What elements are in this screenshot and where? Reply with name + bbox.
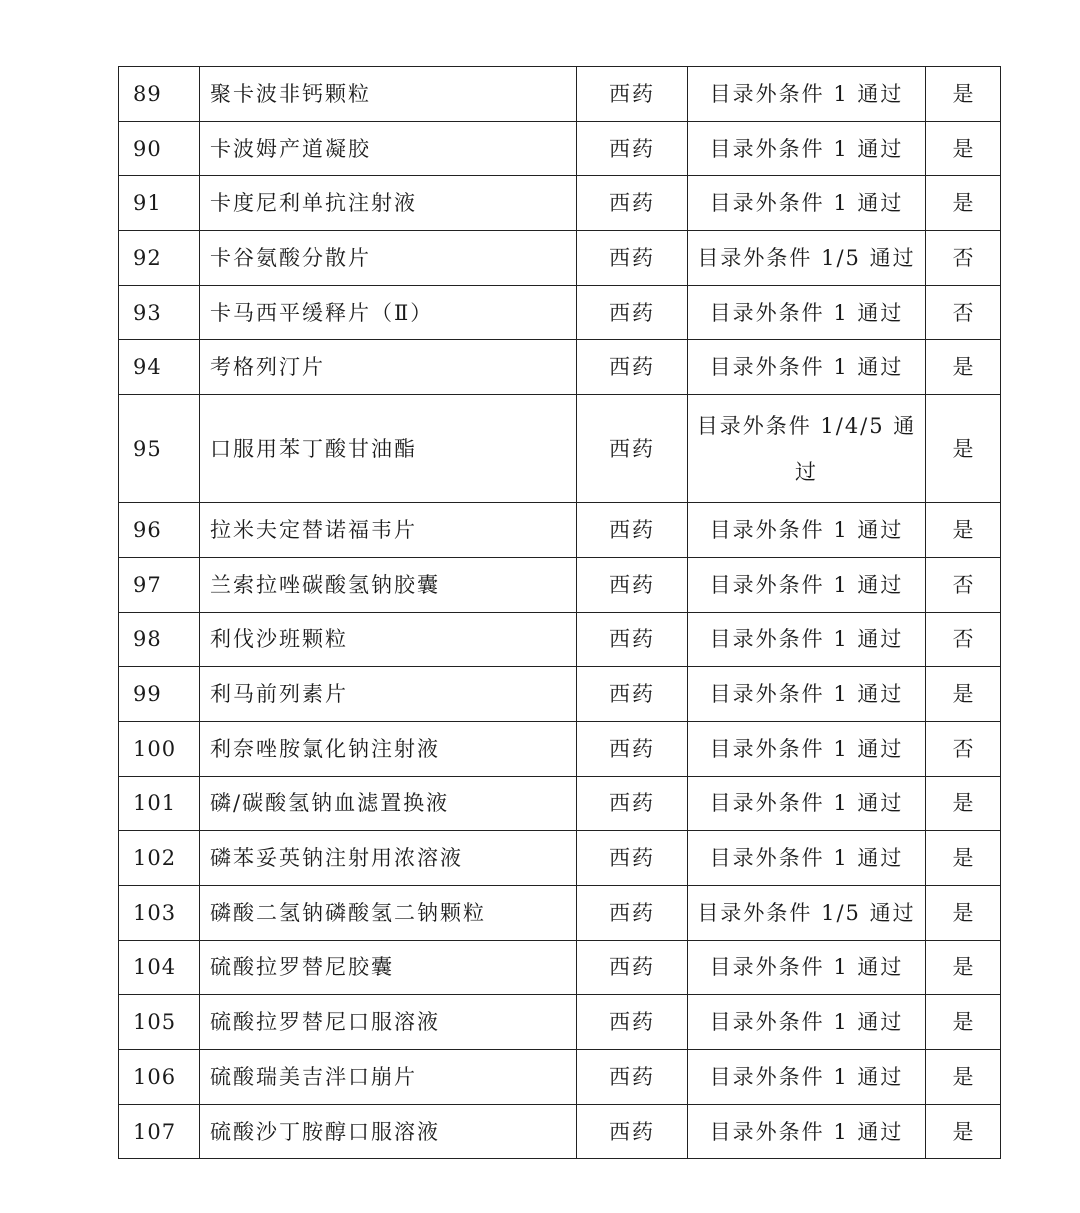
review-condition: 目录外条件 1 通过 xyxy=(688,503,926,558)
drug-name: 卡波姆产道凝胶 xyxy=(200,121,577,176)
row-number: 99 xyxy=(119,667,200,722)
drug-type: 西药 xyxy=(577,1104,688,1159)
drug-name: 考格列汀片 xyxy=(200,340,577,395)
row-number: 107 xyxy=(119,1104,200,1159)
drug-name: 聚卡波非钙颗粒 xyxy=(200,67,577,122)
review-result: 否 xyxy=(926,612,1001,667)
table-row xyxy=(119,1104,1001,1159)
review-result: 是 xyxy=(926,995,1001,1050)
drug-type: 西药 xyxy=(577,176,688,231)
review-result: 否 xyxy=(926,231,1001,286)
drug-type: 西药 xyxy=(577,395,688,503)
row-number: 100 xyxy=(119,721,200,776)
drug-name: 卡马西平缓释片（Ⅱ） xyxy=(200,285,577,340)
table-row xyxy=(119,667,1001,722)
drug-review-table xyxy=(118,66,1001,1159)
review-condition: 目录外条件 1 通过 xyxy=(688,831,926,886)
row-number: 98 xyxy=(119,612,200,667)
drug-type: 西药 xyxy=(577,612,688,667)
drug-name: 硫酸瑞美吉泮口崩片 xyxy=(200,1050,577,1105)
row-number: 90 xyxy=(119,121,200,176)
drug-name: 硫酸沙丁胺醇口服溶液 xyxy=(200,1104,577,1159)
review-result: 是 xyxy=(926,1050,1001,1105)
table-row xyxy=(119,721,1001,776)
drug-name: 拉米夫定替诺福韦片 xyxy=(200,503,577,558)
table-row xyxy=(119,995,1001,1050)
row-number: 102 xyxy=(119,831,200,886)
drug-name: 磷苯妥英钠注射用浓溶液 xyxy=(200,831,577,886)
review-condition: 目录外条件 1 通过 xyxy=(688,67,926,122)
table-row xyxy=(119,67,1001,122)
drug-name: 口服用苯丁酸甘油酯 xyxy=(200,395,577,503)
review-result: 是 xyxy=(926,831,1001,886)
drug-type: 西药 xyxy=(577,557,688,612)
drug-type: 西药 xyxy=(577,995,688,1050)
review-result: 是 xyxy=(926,885,1001,940)
table-row xyxy=(119,503,1001,558)
row-number: 104 xyxy=(119,940,200,995)
table-row xyxy=(119,231,1001,286)
drug-name: 利奈唑胺氯化钠注射液 xyxy=(200,721,577,776)
review-result: 是 xyxy=(926,176,1001,231)
row-number: 93 xyxy=(119,285,200,340)
review-condition: 目录外条件 1 通过 xyxy=(688,940,926,995)
review-condition: 目录外条件 1 通过 xyxy=(688,557,926,612)
review-condition: 目录外条件 1/4/5 通过 xyxy=(688,395,926,503)
review-result: 是 xyxy=(926,503,1001,558)
drug-type: 西药 xyxy=(577,121,688,176)
row-number: 106 xyxy=(119,1050,200,1105)
drug-type: 西药 xyxy=(577,940,688,995)
row-number: 91 xyxy=(119,176,200,231)
review-result: 否 xyxy=(926,721,1001,776)
drug-type: 西药 xyxy=(577,231,688,286)
row-number: 103 xyxy=(119,885,200,940)
review-condition: 目录外条件 1 通过 xyxy=(688,1050,926,1105)
drug-type: 西药 xyxy=(577,285,688,340)
review-result: 否 xyxy=(926,557,1001,612)
drug-type: 西药 xyxy=(577,721,688,776)
table-row xyxy=(119,940,1001,995)
review-condition: 目录外条件 1 通过 xyxy=(688,1104,926,1159)
drug-name: 卡谷氨酸分散片 xyxy=(200,231,577,286)
table-row xyxy=(119,1050,1001,1105)
drug-type: 西药 xyxy=(577,67,688,122)
table-row xyxy=(119,776,1001,831)
review-result: 是 xyxy=(926,776,1001,831)
drug-name: 磷酸二氢钠磷酸氢二钠颗粒 xyxy=(200,885,577,940)
drug-name: 利马前列素片 xyxy=(200,667,577,722)
drug-type: 西药 xyxy=(577,1050,688,1105)
review-condition: 目录外条件 1 通过 xyxy=(688,340,926,395)
review-result: 是 xyxy=(926,667,1001,722)
review-condition: 目录外条件 1 通过 xyxy=(688,176,926,231)
review-result: 是 xyxy=(926,67,1001,122)
table-row xyxy=(119,557,1001,612)
row-number: 89 xyxy=(119,67,200,122)
table-row xyxy=(119,285,1001,340)
table-row xyxy=(119,176,1001,231)
drug-type: 西药 xyxy=(577,831,688,886)
drug-name: 硫酸拉罗替尼胶囊 xyxy=(200,940,577,995)
drug-type: 西药 xyxy=(577,885,688,940)
row-number: 101 xyxy=(119,776,200,831)
table-row xyxy=(119,612,1001,667)
drug-type: 西药 xyxy=(577,667,688,722)
review-result: 是 xyxy=(926,340,1001,395)
table-row xyxy=(119,395,1001,503)
review-condition: 目录外条件 1/5 通过 xyxy=(688,231,926,286)
review-condition: 目录外条件 1 通过 xyxy=(688,776,926,831)
drug-type: 西药 xyxy=(577,340,688,395)
row-number: 94 xyxy=(119,340,200,395)
review-condition: 目录外条件 1 通过 xyxy=(688,667,926,722)
review-condition: 目录外条件 1 通过 xyxy=(688,285,926,340)
row-number: 92 xyxy=(119,231,200,286)
review-result: 是 xyxy=(926,940,1001,995)
review-result: 是 xyxy=(926,1104,1001,1159)
drug-name: 卡度尼利单抗注射液 xyxy=(200,176,577,231)
review-result: 否 xyxy=(926,285,1001,340)
drug-name: 兰索拉唑碳酸氢钠胶囊 xyxy=(200,557,577,612)
drug-name: 利伐沙班颗粒 xyxy=(200,612,577,667)
row-number: 105 xyxy=(119,995,200,1050)
review-condition: 目录外条件 1 通过 xyxy=(688,121,926,176)
row-number: 96 xyxy=(119,503,200,558)
review-condition: 目录外条件 1 通过 xyxy=(688,995,926,1050)
row-number: 95 xyxy=(119,395,200,503)
table-row xyxy=(119,121,1001,176)
row-number: 97 xyxy=(119,557,200,612)
table-row xyxy=(119,885,1001,940)
drug-type: 西药 xyxy=(577,776,688,831)
review-condition: 目录外条件 1/5 通过 xyxy=(688,885,926,940)
table-row xyxy=(119,340,1001,395)
table-row xyxy=(119,831,1001,886)
review-condition: 目录外条件 1 通过 xyxy=(688,612,926,667)
review-condition: 目录外条件 1 通过 xyxy=(688,721,926,776)
drug-name: 磷/碳酸氢钠血滤置换液 xyxy=(200,776,577,831)
table-body xyxy=(119,67,1001,1159)
drug-name: 硫酸拉罗替尼口服溶液 xyxy=(200,995,577,1050)
review-result: 是 xyxy=(926,121,1001,176)
drug-type: 西药 xyxy=(577,503,688,558)
review-result: 是 xyxy=(926,395,1001,503)
